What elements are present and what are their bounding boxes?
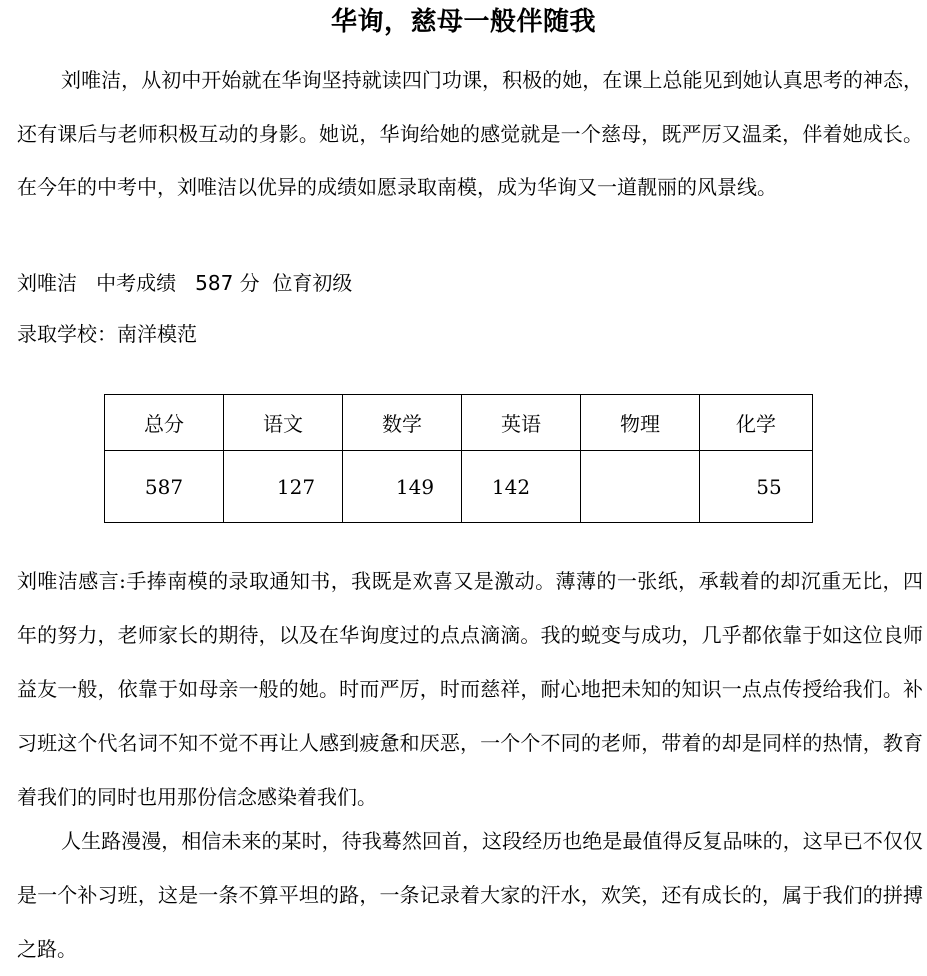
value-cell-chinese: 127 xyxy=(224,451,343,523)
value-cell-total: 587 xyxy=(105,451,224,523)
scores-table xyxy=(104,394,813,523)
testimonial-paragraph: 刘唯洁感言:手捧南模的录取通知书，我既是欢喜又是激动。薄薄的一张纸，承载着的却沉重无比，四年的努力，老师家长的期待，以及在华询度过的点点滴滴。我的蜕变与成功，几乎都依靠于如这位良师益友一般，依靠于如母亲一般的她。时而严厉，时而慈祥，耐心地把未知的知识一点点传授给我们。补习班这个代名词不知不觉不再让人感到疲惫和厌恶，一个个不同的老师，带着的却是同样的热情，教育着我们的同时也用那份信念感染着我们。 xyxy=(17,569,923,809)
closing-text: 人生路漫漫，相信未来的某时，待我蓦然回首，这段经历也绝是最值得反复品味的，这早已不仅仅是一个补习班，这是一条不算平坦的路，一条记录着大家的汗水，欢笑，还有成长的，属于我们的拼搏之路。 xyxy=(17,829,923,961)
value-cell-physics xyxy=(581,451,700,523)
intro-text: 刘唯洁，从初中开始就在华询坚持就读四门功课，积极的她，在课上总能见到她认真思考的神态，还有课后与老师积极互动的身影。她说，华询给她的感觉就是一个慈母，既严厉又温柔，伴着她成长。在今年的中考中，刘唯洁以优异的成绩如愿录取南模，成为华询又一道靓丽的风景线。 xyxy=(17,68,923,199)
article-title: 华询，慈母一般伴随我 xyxy=(330,7,596,37)
header-cell-chinese: 语文 xyxy=(224,395,343,451)
value-cell-chemistry: 55 xyxy=(700,451,813,523)
closing-paragraph xyxy=(17,814,923,976)
admitted-school-line: 录取学校：南洋模范 xyxy=(17,322,197,346)
header-cell-total: 总分 xyxy=(105,395,224,451)
scores-value-row xyxy=(105,451,813,523)
header-cell-math: 数学 xyxy=(343,395,462,451)
intro-paragraph xyxy=(17,54,923,215)
student-score-line: 刘唯洁 中考成绩 587 分 位育初级 xyxy=(17,271,353,295)
header-cell-chemistry: 化学 xyxy=(700,395,813,451)
header-cell-english: 英语 xyxy=(462,395,581,451)
scores-header-row xyxy=(105,395,813,451)
value-cell-english: 142 xyxy=(462,451,581,523)
header-cell-physics: 物理 xyxy=(581,395,700,451)
value-cell-math: 149 xyxy=(343,451,462,523)
